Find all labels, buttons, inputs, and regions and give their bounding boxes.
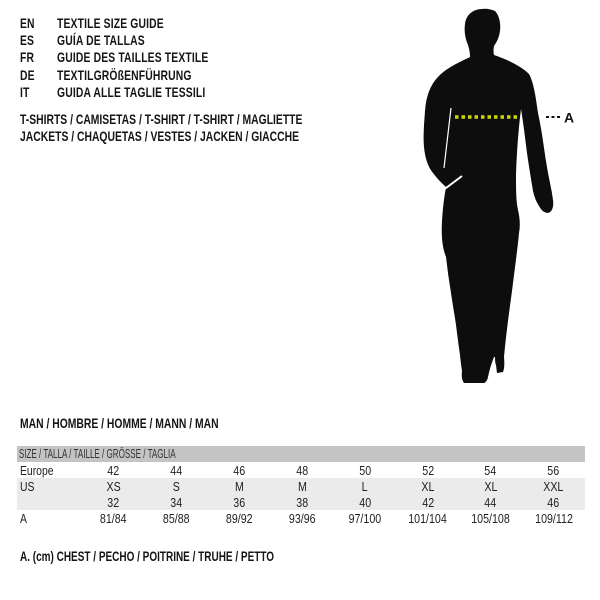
- size-value: 42: [421, 494, 434, 510]
- language-row-de: [20, 66, 262, 83]
- size-value: 93/96: [288, 510, 316, 526]
- row-label: Europe: [20, 462, 54, 478]
- size-value: 56: [547, 462, 560, 478]
- size-table-header-row: [17, 446, 585, 462]
- section-title: [20, 415, 288, 431]
- size-table-header: SIZE / TALLA / TAILLE / GRÖSSE / TAGLIA: [18, 446, 176, 461]
- language-list: [20, 14, 262, 101]
- row-label: A: [20, 510, 27, 526]
- language-code: DE: [20, 66, 35, 83]
- size-value: 54: [484, 462, 497, 478]
- measurement-footnote: [20, 549, 363, 564]
- size-value: M: [234, 478, 244, 494]
- size-value: 97/100: [348, 510, 382, 526]
- size-value: 81/84: [100, 510, 127, 526]
- size-value: 46: [547, 494, 560, 510]
- size-value: XL: [421, 478, 435, 494]
- size-value: 89/92: [225, 510, 253, 526]
- language-row-es: [20, 31, 262, 48]
- size-value: 101/104: [408, 510, 448, 526]
- man-silhouette: [424, 9, 554, 383]
- category-tshirts: T-SHIRTS / CAMISETAS / T-SHIRT / T-SHIRT / MAGLIETTE: [20, 111, 303, 127]
- language-title: GUÍA DE TALLAS: [57, 32, 145, 49]
- language-code: ES: [20, 32, 35, 49]
- language-code: IT: [20, 84, 30, 101]
- size-table: [17, 446, 585, 526]
- size-value: 52: [421, 462, 434, 478]
- size-value: M: [297, 478, 307, 494]
- size-value: 48: [296, 462, 308, 478]
- size-value: 85/88: [162, 510, 190, 526]
- size-value: 46: [233, 462, 246, 478]
- size-value: 44: [170, 462, 183, 478]
- table-row-europe: [17, 462, 585, 478]
- man-silhouette-figure: [400, 5, 580, 405]
- language-code: FR: [20, 49, 35, 66]
- size-value: 44: [484, 494, 497, 510]
- language-title: TEXTILE SIZE GUIDE: [57, 14, 164, 31]
- section-title-text: MAN / HOMBRE / HOMME / MANN / MAN: [20, 415, 219, 431]
- table-row-chest-a: [17, 510, 585, 526]
- size-value: 50: [359, 462, 371, 478]
- language-row-fr: [20, 49, 262, 66]
- language-title: TEXTILGRÖßENFÜHRUNG: [57, 66, 192, 83]
- category-jackets: JACKETS / CHAQUETAS / VESTES / JACKEN / GIACCHE: [20, 127, 299, 144]
- size-value: 109/112: [534, 510, 573, 526]
- measure-label-a: A: [564, 109, 575, 126]
- size-value: XXL: [543, 478, 564, 494]
- size-value: XL: [484, 478, 498, 494]
- size-value: 42: [107, 462, 120, 478]
- row-label: US: [20, 478, 35, 494]
- size-value: 32: [107, 494, 120, 510]
- size-value: XS: [106, 478, 121, 494]
- size-value: 105/108: [471, 510, 510, 526]
- measurement-footnote-text: A. (cm) CHEST / PECHO / POITRINE / TRUHE / PETTO: [20, 549, 275, 564]
- table-row-numeric: [17, 494, 585, 510]
- table-row-us: [17, 478, 585, 494]
- language-code: EN: [20, 14, 35, 31]
- size-value: S: [172, 478, 180, 494]
- size-value: 34: [170, 494, 183, 510]
- size-value: 36: [233, 494, 246, 510]
- garment-categories: [20, 111, 402, 144]
- language-row-it: [20, 84, 262, 101]
- language-title: GUIDE DES TAILLES TEXTILE: [57, 49, 209, 66]
- size-value: 38: [296, 494, 308, 510]
- language-title: GUIDA ALLE TAGLIE TESSILI: [57, 84, 206, 101]
- language-row-en: [20, 14, 262, 31]
- size-value: 40: [359, 494, 371, 510]
- size-value: L: [361, 478, 368, 494]
